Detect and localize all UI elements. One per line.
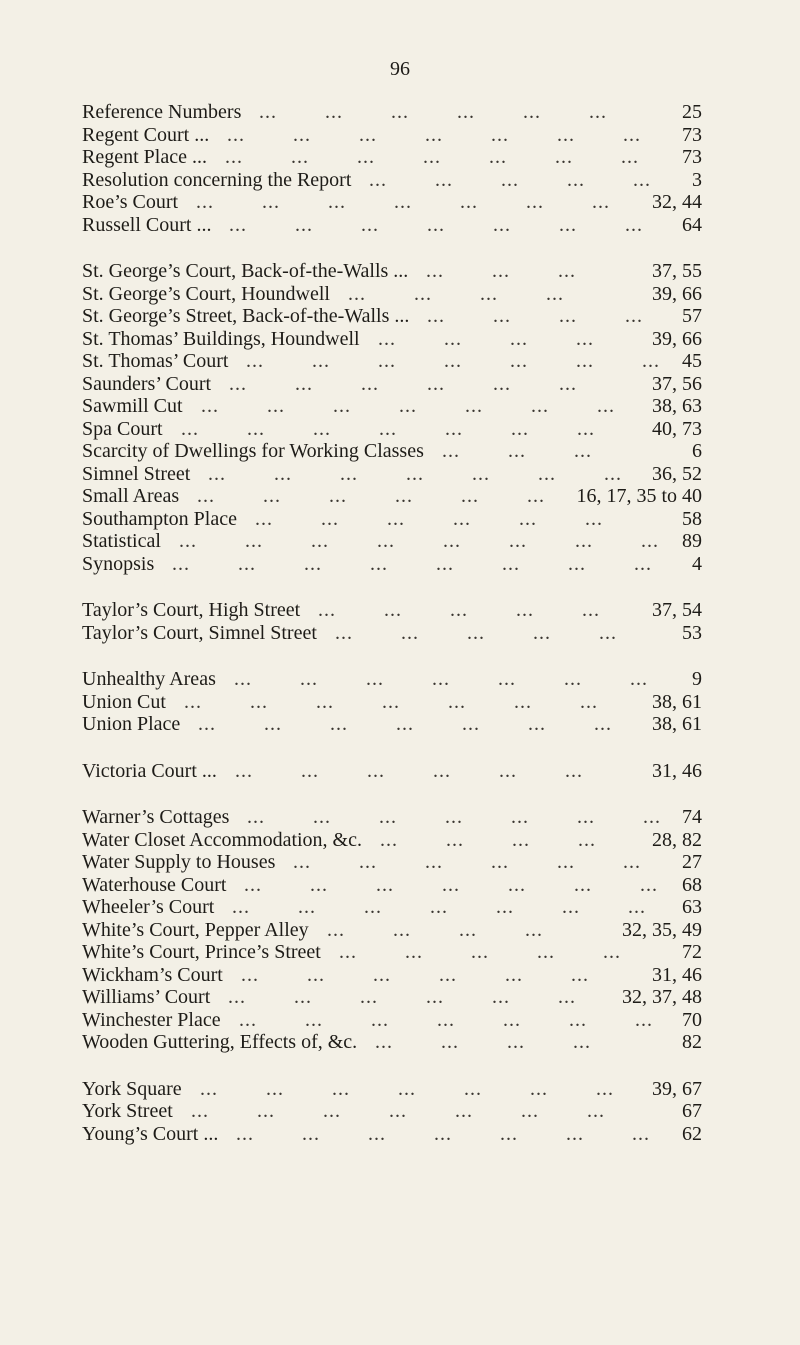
- index-entry: [82, 373, 702, 396]
- index-entry: [82, 530, 702, 553]
- entry-pages: 67: [682, 1100, 702, 1122]
- entry-pages: 39, 67: [652, 1077, 702, 1100]
- index-entry: [82, 350, 702, 373]
- entry-label: Regent Court ...: [82, 123, 210, 146]
- index-group: [82, 806, 702, 1054]
- entry-label: Roe’s Court: [82, 191, 179, 213]
- entry-label: Reference Numbers: [82, 101, 242, 123]
- dot-leader: ... ... ... ... ...: [335, 621, 617, 644]
- index-entry: [82, 713, 702, 736]
- entry-pages: 36, 52: [652, 462, 702, 485]
- entry-label: Water Supply to Houses: [82, 851, 276, 873]
- entry-label: St. George’s Street, Back-of-the-Walls ...: [82, 305, 410, 327]
- entry-label: Resolution concerning the Report: [82, 168, 352, 191]
- dot-leader: ... ... ... ... ... ...: [229, 372, 577, 395]
- index-entry: [82, 440, 702, 463]
- dot-leader: ... ... ... ...: [380, 828, 596, 851]
- index-entry: [82, 169, 702, 192]
- entry-pages: 73: [682, 123, 702, 146]
- entry-pages: 32, 44: [652, 191, 702, 213]
- dot-leader: ... ... ... ... ... ... ...: [229, 213, 643, 236]
- index-entry: [82, 599, 702, 622]
- dot-leader: ... ... ... ... ... ... ...: [200, 1077, 614, 1100]
- entry-pages: 74: [682, 806, 702, 828]
- entry-pages: 53: [682, 621, 702, 644]
- entry-label: St. Thomas’ Buildings, Houndwell: [82, 327, 360, 350]
- entry-label: Water Closet Accommodation, &c.: [82, 828, 362, 851]
- entry-label: York Street: [82, 1100, 173, 1122]
- index-entry: [82, 986, 702, 1009]
- entry-label: St. George’s Court, Back-of-the-Walls ...: [82, 260, 409, 282]
- index-entry: [82, 829, 702, 852]
- entry-label: Synopsis: [82, 552, 155, 575]
- entry-pages: 68: [682, 873, 702, 896]
- entry-pages: 57: [682, 305, 702, 327]
- entry-label: Saunders’ Court: [82, 372, 212, 395]
- entry-label: Russell Court ...: [82, 213, 212, 236]
- entry-pages: 32, 37, 48: [622, 986, 702, 1008]
- dot-leader: ... ... ... ... ... ...: [259, 101, 607, 123]
- index-entry: [82, 395, 702, 418]
- entry-label: Unhealthy Areas: [82, 668, 216, 690]
- entry-pages: 39, 66: [652, 282, 702, 305]
- index-entry: [82, 622, 702, 645]
- dot-leader: ... ... ... ... ... ...: [228, 986, 576, 1008]
- dot-leader: ... ... ... ... ...: [369, 168, 651, 191]
- entry-pages: 82: [682, 1031, 702, 1053]
- entry-pages: 40, 73: [652, 417, 702, 440]
- entry-pages: 32, 35, 49: [622, 918, 702, 941]
- dot-leader: ... ... ... ... ... ... ...: [201, 395, 615, 417]
- index-entry: [82, 463, 702, 486]
- entry-label: Victoria Court ...: [82, 759, 217, 782]
- entry-label: St. Thomas’ Court: [82, 350, 229, 372]
- index-entry: [82, 418, 702, 441]
- index-entry: [82, 941, 702, 964]
- entry-pages: 37, 55: [652, 260, 702, 282]
- entry-pages: 4: [692, 552, 702, 575]
- entry-pages: 73: [682, 146, 702, 168]
- entry-pages: 70: [682, 1008, 702, 1031]
- entry-label: Simnel Street: [82, 462, 191, 485]
- dot-leader: ... ... ... ... ... ...: [241, 963, 589, 986]
- entry-label: Spa Court: [82, 417, 163, 440]
- index-list: [82, 101, 702, 1169]
- dot-leader: ... ... ... ...: [348, 282, 564, 305]
- dot-leader: ... ... ... ...: [327, 918, 543, 941]
- dot-leader: ... ... ... ... ... ... ...: [181, 417, 595, 440]
- entry-pages: 16, 17, 35 to 40: [576, 485, 702, 507]
- entry-label: Taylor’s Court, Simnel Street: [82, 621, 317, 644]
- page-number: 96: [390, 58, 410, 80]
- entry-label: Union Cut: [82, 690, 166, 713]
- index-entry: [82, 508, 702, 531]
- entry-label: Wheeler’s Court: [82, 896, 215, 918]
- entry-label: Warner’s Cottages: [82, 806, 230, 828]
- entry-label: St. George’s Court, Houndwell: [82, 282, 330, 305]
- dot-leader: ... ... ... ... ... ... ...: [239, 1008, 653, 1031]
- entry-label: Wickham’s Court: [82, 963, 223, 986]
- entry-pages: 31, 46: [652, 963, 702, 986]
- index-entry: [82, 691, 702, 714]
- entry-pages: 38, 61: [652, 713, 702, 735]
- index-entry: [82, 305, 702, 328]
- entry-label: Small Areas: [82, 485, 180, 507]
- dot-leader: ... ... ... ... ... ... ...: [198, 713, 612, 735]
- dot-leader: ... ... ... ...: [375, 1031, 591, 1053]
- dot-leader: ... ... ... ... ... ... ... ...: [179, 530, 659, 552]
- entry-label: Regent Place ...: [82, 146, 207, 168]
- dot-leader: ... ... ... ... ... ... ...: [244, 873, 658, 896]
- entry-pages: 45: [682, 350, 702, 372]
- index-group: [82, 260, 702, 575]
- entry-pages: 9: [692, 668, 702, 690]
- entry-pages: 58: [682, 507, 702, 530]
- dot-leader: ... ... ... ... ... ... ...: [246, 350, 660, 372]
- index-entry: [82, 124, 702, 147]
- index-entry: [82, 485, 702, 508]
- index-entry: [82, 964, 702, 987]
- index-entry: [82, 896, 702, 919]
- index-entry: [82, 283, 702, 306]
- dot-leader: ... ... ... ... ...: [318, 599, 600, 621]
- dot-leader: ... ... ... ... ... ...: [235, 759, 583, 782]
- index-entry: [82, 191, 702, 214]
- entry-label: Statistical: [82, 530, 161, 552]
- entry-label: Williams’ Court: [82, 986, 211, 1008]
- entry-pages: 28, 82: [652, 828, 702, 851]
- entry-pages: 6: [692, 440, 702, 462]
- index-group: [82, 599, 702, 644]
- dot-leader: ... ... ... ...: [378, 327, 594, 350]
- index-entry: [82, 874, 702, 897]
- dot-leader: ... ... ... ... ... ... ...: [191, 1100, 605, 1122]
- entry-label: White’s Court, Pepper Alley: [82, 918, 309, 941]
- dot-leader: ... ... ... ... ... ... ...: [225, 146, 639, 168]
- entry-pages: 89: [682, 530, 702, 552]
- dot-leader: ... ... ... ... ... ...: [197, 485, 545, 507]
- entry-label: York Square: [82, 1077, 182, 1100]
- dot-leader: ... ... ... ... ... ...: [255, 507, 603, 530]
- entry-pages: 27: [682, 851, 702, 873]
- entry-label: Winchester Place: [82, 1008, 221, 1031]
- index-entry: [82, 919, 702, 942]
- entry-pages: 39, 66: [652, 327, 702, 350]
- dot-leader: ... ... ... ... ... ... ...: [236, 1122, 650, 1145]
- entry-label: Wooden Guttering, Effects of, &c.: [82, 1031, 358, 1053]
- index-group: [82, 101, 702, 236]
- dot-leader: ... ... ... ... ... ... ... ...: [172, 552, 652, 575]
- index-entry: [82, 1123, 702, 1146]
- entry-label: White’s Court, Prince’s Street: [82, 941, 321, 963]
- entry-pages: 63: [682, 896, 702, 918]
- index-entry: [82, 760, 702, 783]
- dot-leader: ... ... ... ... ... ...: [293, 851, 641, 873]
- entry-pages: 31, 46: [652, 759, 702, 782]
- index-group: [82, 760, 702, 783]
- dot-leader: ... ... ... ... ... ... ...: [208, 462, 622, 485]
- index-entry: [82, 260, 702, 283]
- dot-leader: ... ... ... ... ... ... ...: [247, 806, 661, 828]
- index-entry: [82, 1078, 702, 1101]
- index-group: [82, 1078, 702, 1146]
- entry-pages: 38, 63: [652, 395, 702, 417]
- index-entry: [82, 1009, 702, 1032]
- index-entry: [82, 146, 702, 169]
- entry-pages: 64: [682, 213, 702, 236]
- entry-pages: 72: [682, 941, 702, 963]
- dot-leader: ... ... ... ... ... ... ...: [227, 123, 641, 146]
- dot-leader: ... ... ... ... ... ... ...: [234, 668, 648, 690]
- dot-leader: ... ... ...: [426, 260, 576, 282]
- entry-label: Scarcity of Dwellings for Working Classes: [82, 440, 424, 462]
- dot-leader: ... ... ... ... ...: [339, 941, 621, 963]
- entry-label: Southampton Place: [82, 507, 237, 530]
- index-entry: [82, 806, 702, 829]
- entry-label: Waterhouse Court: [82, 873, 227, 896]
- index-entry: [82, 101, 702, 124]
- entry-label: Young’s Court ...: [82, 1122, 219, 1145]
- dot-leader: ... ... ... ...: [427, 305, 643, 327]
- index-entry: [82, 1031, 702, 1054]
- index-entry: [82, 668, 702, 691]
- dot-leader: ... ... ... ... ... ... ...: [232, 896, 646, 918]
- index-entry: [82, 328, 702, 351]
- dot-leader: ... ... ... ... ... ... ...: [184, 690, 598, 713]
- dot-leader: ... ... ...: [442, 440, 592, 462]
- entry-pages: 25: [682, 101, 702, 123]
- dot-leader: ... ... ... ... ... ... ...: [196, 191, 610, 213]
- entry-pages: 62: [682, 1122, 702, 1145]
- index-entry: [82, 1100, 702, 1123]
- entry-pages: 37, 54: [652, 599, 702, 621]
- entry-pages: 3: [692, 168, 702, 191]
- index-entry: [82, 553, 702, 576]
- index-entry: [82, 214, 702, 237]
- entry-label: Sawmill Cut: [82, 395, 183, 417]
- entry-pages: 38, 61: [652, 690, 702, 713]
- entry-pages: 37, 56: [652, 372, 702, 395]
- entry-label: Union Place: [82, 713, 181, 735]
- index-group: [82, 668, 702, 736]
- entry-label: Taylor’s Court, High Street: [82, 599, 301, 621]
- index-entry: [82, 851, 702, 874]
